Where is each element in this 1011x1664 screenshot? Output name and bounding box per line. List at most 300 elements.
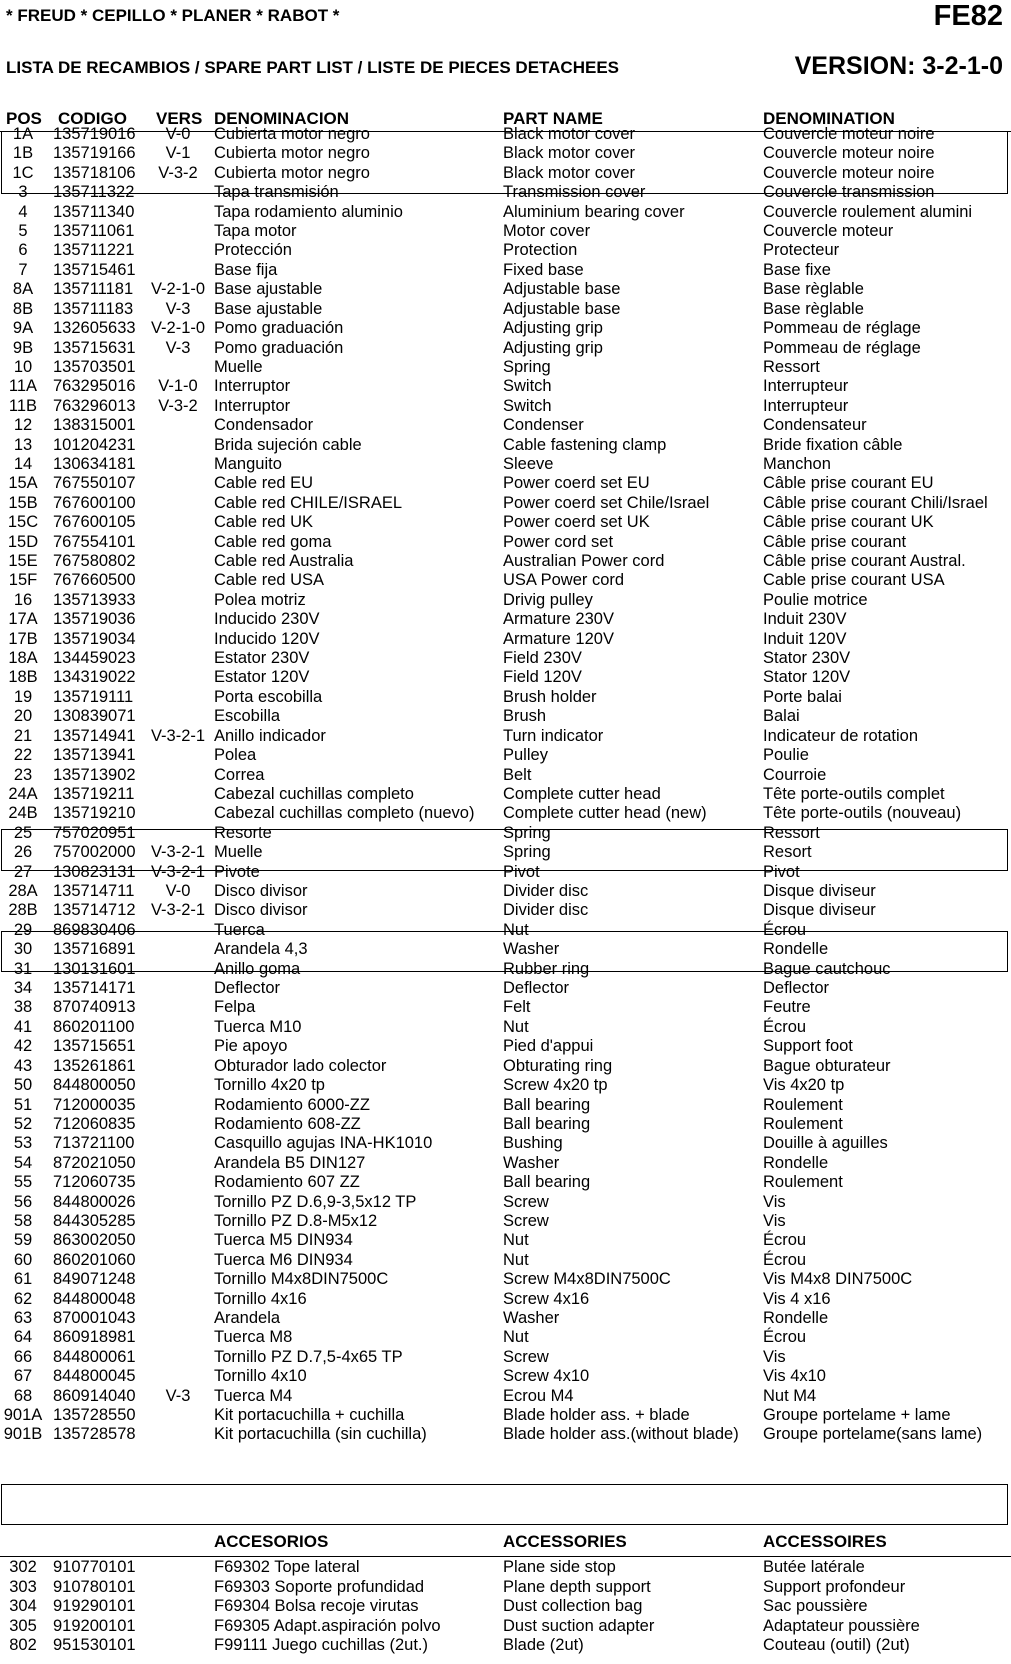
french-name-cell: Rondelle [763, 1309, 829, 1327]
english-name-cell: Screw [503, 1211, 549, 1230]
pos-cell: 18A [8, 649, 38, 668]
pos-cell: 34 [13, 979, 33, 998]
pos-cell: 25 [13, 823, 33, 842]
french-name-cell: Écrou [763, 1231, 807, 1250]
code-cell: 135711340 [53, 202, 135, 221]
code-cell: 767554101 [53, 532, 136, 551]
group-box-901 [1, 1484, 1008, 1525]
spanish-name-cell: Pomo graduación [214, 338, 344, 357]
pos-cell: 22 [13, 746, 33, 765]
spanish-name-cell: Kit portacuchilla (sin cuchilla) [214, 1425, 427, 1444]
spanish-name-cell: Tapa transmisión [214, 183, 339, 202]
code-cell: 767600105 [53, 513, 136, 532]
table-row [0, 765, 1011, 786]
table-row [0, 590, 1011, 611]
english-name-cell: Adjusting grip [503, 338, 603, 357]
group-box-24 [1, 829, 1008, 871]
spanish-name-cell: Arandela 4,3 [214, 940, 308, 959]
code-cell: 130634181 [53, 454, 136, 473]
pos-cell: 15E [8, 552, 38, 571]
spanish-name-cell: Rodamiento 6000-ZZ [214, 1095, 370, 1114]
english-name-cell: Fixed base [503, 260, 584, 279]
table-row [0, 706, 1011, 727]
code-cell: 763296013 [53, 396, 136, 415]
pos-cell: 61 [13, 1270, 33, 1289]
french-name-cell: Câble prise courant [763, 532, 907, 551]
spanish-name-cell: Tuerca [214, 920, 265, 939]
version-cell: V-3 [165, 299, 191, 318]
table-row [0, 881, 1011, 902]
code-cell: 135718106 [53, 163, 136, 182]
english-name-cell: Ball bearing [503, 1095, 591, 1114]
spanish-name-cell: Base fija [214, 260, 278, 279]
code-cell: 757020951 [53, 823, 136, 842]
english-name-cell: Felt [503, 998, 531, 1017]
table-row [0, 726, 1011, 747]
pos-cell: 28A [8, 881, 38, 900]
pos-cell: 51 [13, 1095, 33, 1114]
col-code-header: CODIGO [58, 109, 127, 128]
code-cell: 134459023 [53, 649, 136, 668]
table-row [0, 396, 1011, 417]
code-cell: 135703501 [53, 357, 136, 376]
spanish-name-cell: Tornillo M4x8DIN7500C [214, 1270, 389, 1289]
table-row [0, 260, 1011, 281]
code-cell: 135714171 [53, 979, 136, 998]
french-name-cell: Pommeau de réglage [763, 338, 921, 357]
english-name-cell: Plane side stop [503, 1558, 616, 1576]
table-row [0, 1424, 1011, 1445]
code-cell: 860914040 [53, 1386, 136, 1405]
pos-cell: 16 [13, 590, 33, 609]
french-name-cell: Tête porte-outils complet [763, 784, 945, 803]
french-name-cell: Couvercle moteur noire [763, 125, 935, 143]
code-cell: 134319022 [53, 668, 136, 687]
table-row [0, 1289, 1011, 1310]
french-name-cell: Manchon [763, 454, 831, 473]
code-cell: 130823131 [53, 862, 136, 881]
code-cell: 844800050 [53, 1076, 136, 1095]
pos-cell: 14 [13, 454, 33, 473]
spanish-name-cell: Cable red USA [214, 571, 325, 590]
english-name-cell: USA Power cord [503, 571, 625, 590]
english-name-cell: Brush holder [503, 687, 597, 706]
document-subtitle: LISTA DE RECAMBIOS / SPARE PART LIST / LISTE DE PIECES DETACHEES [6, 58, 620, 77]
code-cell: 849071248 [53, 1270, 136, 1289]
code-cell: 844800048 [53, 1289, 136, 1308]
version-label: VERSION: 3-2-1-0 [794, 52, 1003, 80]
col-en-header: PART NAME [503, 109, 603, 128]
spanish-name-cell: Tuerca M5 DIN934 [214, 1231, 353, 1250]
english-name-cell: Screw M4x8DIN7500C [503, 1270, 671, 1289]
table-row [0, 1133, 1011, 1154]
version-cell: V-3-2-1 [150, 843, 206, 862]
pos-cell: 63 [13, 1309, 33, 1327]
english-name-cell: Power coerd set EU [503, 474, 650, 493]
accessory-row [0, 1557, 1011, 1578]
pos-cell: 29 [13, 920, 33, 939]
code-cell: 135713902 [53, 765, 136, 784]
pos-cell: 8A [12, 280, 34, 299]
table-row [0, 1386, 1011, 1407]
spanish-name-cell: Correa [214, 765, 265, 784]
table-row [0, 978, 1011, 999]
version-cell: V-3-2-1 [150, 901, 206, 920]
french-name-cell: Butée latérale [763, 1558, 865, 1576]
english-name-cell: Transmission cover [503, 183, 646, 202]
spanish-name-cell: Felpa [214, 998, 256, 1017]
code-cell: 135711183 [53, 299, 134, 318]
english-name-cell: Pied d'appui [503, 1037, 594, 1056]
code-cell: 763295016 [53, 377, 136, 396]
english-name-cell: Belt [503, 765, 532, 784]
french-name-cell: Feutre [763, 998, 811, 1017]
pos-cell: 54 [13, 1153, 33, 1172]
pos-cell: 15A [8, 474, 38, 493]
code-cell: 135719166 [53, 144, 136, 163]
spanish-name-cell: Escobilla [214, 707, 281, 726]
code-cell: 135719034 [53, 629, 136, 648]
pos-cell: 43 [13, 1056, 33, 1075]
version-cell: V-3-2-1 [150, 862, 206, 881]
french-name-cell: Ressort [763, 823, 820, 842]
english-name-cell: Black motor cover [503, 125, 636, 143]
french-name-cell: Disque diviseur [763, 881, 876, 900]
spanish-name-cell: Inducido 230V [214, 610, 320, 629]
table-row [0, 667, 1011, 688]
spanish-name-cell: Pomo graduación [214, 319, 344, 338]
spanish-name-cell: Tuerca M6 DIN934 [214, 1250, 353, 1269]
french-name-cell: Écrou [763, 1250, 807, 1269]
spanish-name-cell: Porta escobilla [214, 687, 323, 706]
english-name-cell: Aluminium bearing cover [503, 202, 685, 221]
spanish-name-cell: Tornillo PZ D.7,5-4x65 TP [214, 1347, 403, 1366]
french-name-cell: Câble prise courant Chili/Israel [763, 493, 988, 512]
spanish-name-cell: Rodamiento 608-ZZ [214, 1114, 361, 1133]
pos-cell: 38 [13, 998, 33, 1017]
english-name-cell: Armature 230V [503, 610, 614, 629]
french-name-cell: Interrupteur [763, 377, 849, 396]
french-name-cell: Douille à aguilles [763, 1134, 888, 1153]
english-name-cell: Switch [503, 377, 552, 396]
table-row [0, 299, 1011, 320]
table-row [0, 1036, 1011, 1057]
french-name-cell: Cable prise courant USA [763, 571, 945, 590]
spanish-name-cell: Cable red CHILE/ISRAEL [214, 493, 403, 512]
english-name-cell: Field 120V [503, 668, 582, 687]
table-row [0, 202, 1011, 223]
table-row [0, 1114, 1011, 1135]
english-name-cell: Australian Power cord [503, 552, 665, 571]
french-name-cell: Adaptateur poussière [763, 1616, 920, 1635]
table-row [0, 376, 1011, 397]
french-name-cell: Roulement [763, 1114, 843, 1133]
french-name-cell: Support foot [763, 1037, 853, 1056]
english-name-cell: Spring [503, 357, 551, 376]
spanish-name-cell: Cable red goma [214, 532, 332, 551]
french-name-cell: Interrupteur [763, 396, 849, 415]
english-name-cell: Sleeve [503, 454, 554, 473]
french-name-cell: Indicateur de rotation [763, 726, 919, 745]
spanish-name-cell: Arandela [214, 1309, 281, 1327]
english-name-cell: Screw 4x20 tp [503, 1076, 608, 1095]
code-cell: 919200101 [53, 1616, 136, 1635]
english-name-cell: Screw [503, 1347, 549, 1366]
french-name-cell: Pommeau de réglage [763, 319, 921, 338]
accessory-row [0, 1577, 1011, 1598]
french-name-cell: Base règlable [763, 280, 864, 299]
pos-cell: 8B [12, 299, 34, 318]
table-row [0, 745, 1011, 766]
spanish-name-cell: Pie apoyo [214, 1037, 288, 1056]
code-cell: 712060835 [53, 1114, 136, 1133]
spanish-name-cell: Disco divisor [214, 881, 308, 900]
english-name-cell: Nut [503, 1017, 529, 1036]
spanish-name-cell: Protección [214, 241, 292, 260]
french-name-cell: Balai [763, 707, 800, 726]
version-cell: V-2-1-0 [150, 319, 206, 338]
pos-cell: 60 [13, 1250, 33, 1269]
english-name-cell: Nut [503, 1250, 529, 1269]
spanish-name-cell: Disco divisor [214, 901, 308, 920]
table-row [0, 609, 1011, 630]
english-name-cell: Screw 4x10 [503, 1367, 590, 1386]
english-name-cell: Power coerd set Chile/Israel [503, 493, 710, 512]
spanish-name-cell: Tuerca M4 [214, 1386, 293, 1405]
french-name-cell: Couteau (outil) (2ut) [763, 1636, 910, 1655]
code-cell: 713721100 [53, 1134, 135, 1153]
pos-cell: 15F [8, 571, 38, 590]
spanish-name-cell: Anillo indicador [214, 726, 326, 745]
code-cell: 135711322 [53, 183, 135, 202]
pos-cell: 18B [8, 668, 38, 687]
accessories-header-fr: ACCESSOIRES [763, 1532, 887, 1551]
french-name-cell: Deflector [763, 979, 830, 998]
english-name-cell: Blade (2ut) [503, 1636, 584, 1655]
spanish-name-cell: Inducido 120V [214, 629, 320, 648]
spanish-name-cell: Arandela B5 DIN127 [214, 1153, 366, 1172]
pos-cell: 24A [8, 784, 38, 803]
spanish-name-cell: Cable red EU [214, 474, 314, 493]
spanish-name-cell: Condensador [214, 416, 314, 435]
pos-cell: 17A [8, 610, 38, 629]
french-name-cell: Support profondeur [763, 1577, 906, 1596]
pos-cell: 305 [9, 1616, 37, 1635]
french-name-cell: Couvercle transmission [763, 183, 935, 202]
table-row [0, 415, 1011, 436]
code-cell: 844800026 [53, 1192, 136, 1211]
spanish-name-cell: Casquillo agujas INA-HK1010 [214, 1134, 433, 1153]
accessory-row [0, 1616, 1011, 1637]
english-name-cell: Ball bearing [503, 1173, 591, 1192]
spanish-name-cell: Tornillo 4x16 [214, 1289, 307, 1308]
spanish-name-cell: Base ajustable [214, 299, 323, 318]
col-pos-header: POS [6, 109, 42, 128]
spanish-name-cell: Tuerca M10 [214, 1017, 302, 1036]
code-cell: 767550107 [53, 474, 136, 493]
code-cell: 919290101 [53, 1597, 136, 1616]
spanish-name-cell: F69304 Bolsa recoje virutas [214, 1597, 419, 1616]
pos-cell: 42 [13, 1037, 33, 1056]
version-cell: V-0 [165, 125, 191, 143]
code-cell: 135713933 [53, 590, 136, 609]
spanish-name-cell: Obturador lado colector [214, 1056, 387, 1075]
col-fr-header: DENOMINATION [763, 109, 895, 128]
french-name-cell: Groupe portelame(sans lame) [763, 1425, 983, 1444]
table-row [0, 1366, 1011, 1387]
pos-cell: 15B [8, 493, 38, 512]
spanish-name-cell: Tornillo 4x10 [214, 1367, 307, 1386]
french-name-cell: Stator 230V [763, 649, 851, 668]
code-cell: 863002050 [53, 1231, 136, 1250]
pos-cell: 55 [13, 1173, 33, 1192]
spanish-name-cell: Tornillo 4x20 tp [214, 1076, 325, 1095]
code-cell: 870001043 [53, 1309, 136, 1327]
english-name-cell: Cable fastening clamp [503, 435, 667, 454]
table-row [0, 1056, 1011, 1077]
code-cell: 844800061 [53, 1347, 136, 1366]
code-cell: 130131601 [53, 959, 136, 978]
pos-cell: 6 [18, 241, 28, 260]
table-row [0, 551, 1011, 572]
table-row [0, 338, 1011, 359]
version-cell: V-3-2 [158, 163, 198, 182]
version-cell: V-3 [165, 338, 191, 357]
code-cell: 869830406 [53, 920, 136, 939]
group-box-28 [1, 931, 1008, 972]
english-name-cell: Protection [503, 241, 578, 260]
table-row [0, 279, 1011, 300]
table-row [0, 454, 1011, 475]
spanish-name-cell: Cabezal cuchillas completo (nuevo) [214, 804, 475, 823]
code-cell: 135713941 [53, 746, 136, 765]
spanish-name-cell: Tuerca M8 [214, 1328, 293, 1347]
english-name-cell: Washer [503, 1309, 560, 1327]
table-row [0, 435, 1011, 456]
english-name-cell: Adjusting grip [503, 319, 603, 338]
table-row [0, 1172, 1011, 1193]
english-name-cell: Complete cutter head [503, 784, 661, 803]
code-cell: 910780101 [53, 1577, 136, 1596]
spanish-name-cell: Pivote [214, 862, 260, 881]
english-name-cell: Armature 120V [503, 629, 614, 648]
french-name-cell: Écrou [763, 1017, 807, 1036]
pos-cell: 901A [3, 1406, 43, 1425]
french-name-cell: Roulement [763, 1173, 843, 1192]
table-row [0, 570, 1011, 591]
pos-cell: 41 [13, 1017, 33, 1036]
pos-cell: 62 [13, 1289, 33, 1308]
code-cell: 860201060 [53, 1250, 136, 1269]
pos-cell: 66 [13, 1347, 33, 1366]
spanish-name-cell: Interruptor [214, 377, 291, 396]
pos-cell: 68 [13, 1386, 33, 1405]
english-name-cell: Spring [503, 843, 551, 862]
pos-cell: 26 [13, 843, 33, 862]
pos-cell: 4 [18, 202, 28, 221]
spanish-name-cell: Brida sujeción cable [214, 435, 362, 454]
pos-cell: 11A [8, 377, 38, 396]
spanish-name-cell: Muelle [214, 357, 263, 376]
table-row [0, 784, 1011, 805]
spanish-name-cell: Cubierta motor negro [214, 125, 370, 143]
spanish-name-cell: Anillo goma [214, 959, 301, 978]
english-name-cell: Divider disc [503, 881, 589, 900]
pos-cell: 58 [13, 1211, 33, 1230]
english-name-cell: Dust collection bag [503, 1597, 643, 1616]
french-name-cell: Bague obturateur [763, 1056, 891, 1075]
code-cell: 135714711 [53, 881, 135, 900]
code-cell: 712000035 [53, 1095, 136, 1114]
pos-cell: 21 [13, 726, 33, 745]
spanish-name-cell: F69303 Soporte profundidad [214, 1577, 425, 1596]
table-row [0, 900, 1011, 921]
french-name-cell: Câble prise courant Austral. [763, 552, 966, 571]
spanish-name-cell: Cubierta motor negro [214, 144, 370, 163]
code-cell: 135714941 [53, 726, 136, 745]
english-name-cell: Turn indicator [503, 726, 604, 745]
pos-cell: 12 [13, 416, 33, 435]
pos-cell: 901B [3, 1425, 43, 1444]
french-name-cell: Base fixe [763, 260, 831, 279]
pos-cell: 15D [7, 532, 39, 551]
english-name-cell: Washer [503, 940, 560, 959]
spanish-name-cell: F99111 Juego cuchillas (2ut.) [214, 1636, 429, 1655]
pos-cell: 64 [13, 1328, 33, 1347]
english-name-cell: Blade holder ass. + blade [503, 1406, 690, 1425]
spanish-name-cell: Cable red UK [214, 513, 314, 532]
table-row [0, 1153, 1011, 1174]
pos-cell: 303 [9, 1577, 37, 1596]
code-cell: 767660500 [53, 571, 136, 590]
english-name-cell: Screw 4x16 [503, 1289, 590, 1308]
code-cell: 844305285 [53, 1211, 136, 1230]
spanish-name-cell: Deflector [214, 979, 281, 998]
pos-cell: 59 [13, 1231, 33, 1250]
pos-cell: 20 [13, 707, 33, 726]
spanish-name-cell: Resorte [214, 823, 272, 842]
french-name-cell: Induit 230V [763, 610, 847, 629]
table-row [0, 221, 1011, 242]
accessory-row [0, 1635, 1011, 1656]
french-name-cell: Resort [763, 843, 812, 862]
table-row [0, 803, 1011, 824]
french-name-cell: Induit 120V [763, 629, 847, 648]
table-row [0, 1017, 1011, 1038]
english-name-cell: Rubber ring [503, 959, 590, 978]
english-name-cell: Plane depth support [503, 1577, 651, 1596]
table-row [0, 629, 1011, 650]
spanish-name-cell: Polea [214, 746, 257, 765]
french-name-cell: Vis [763, 1192, 786, 1211]
pos-cell: 11B [8, 396, 38, 415]
english-name-cell: Complete cutter head (new) [503, 804, 707, 823]
french-name-cell: Groupe portelame + lame [763, 1406, 951, 1425]
spanish-name-cell: Tapa motor [214, 222, 297, 241]
english-name-cell: Adjustable base [503, 280, 621, 299]
table-row [0, 648, 1011, 669]
model-code: FE82 [933, 0, 1003, 32]
french-name-cell: Vis 4 x16 [763, 1289, 831, 1308]
pos-cell: 31 [13, 959, 33, 978]
code-cell: 767600100 [53, 493, 136, 512]
table-row [0, 1075, 1011, 1096]
pos-cell: 5 [18, 222, 28, 241]
code-cell: 910770101 [53, 1558, 136, 1576]
version-cell: V-3-2 [158, 396, 198, 415]
english-name-cell: Power cord set [503, 532, 614, 551]
french-name-cell: Vis 4x20 tp [763, 1076, 845, 1095]
